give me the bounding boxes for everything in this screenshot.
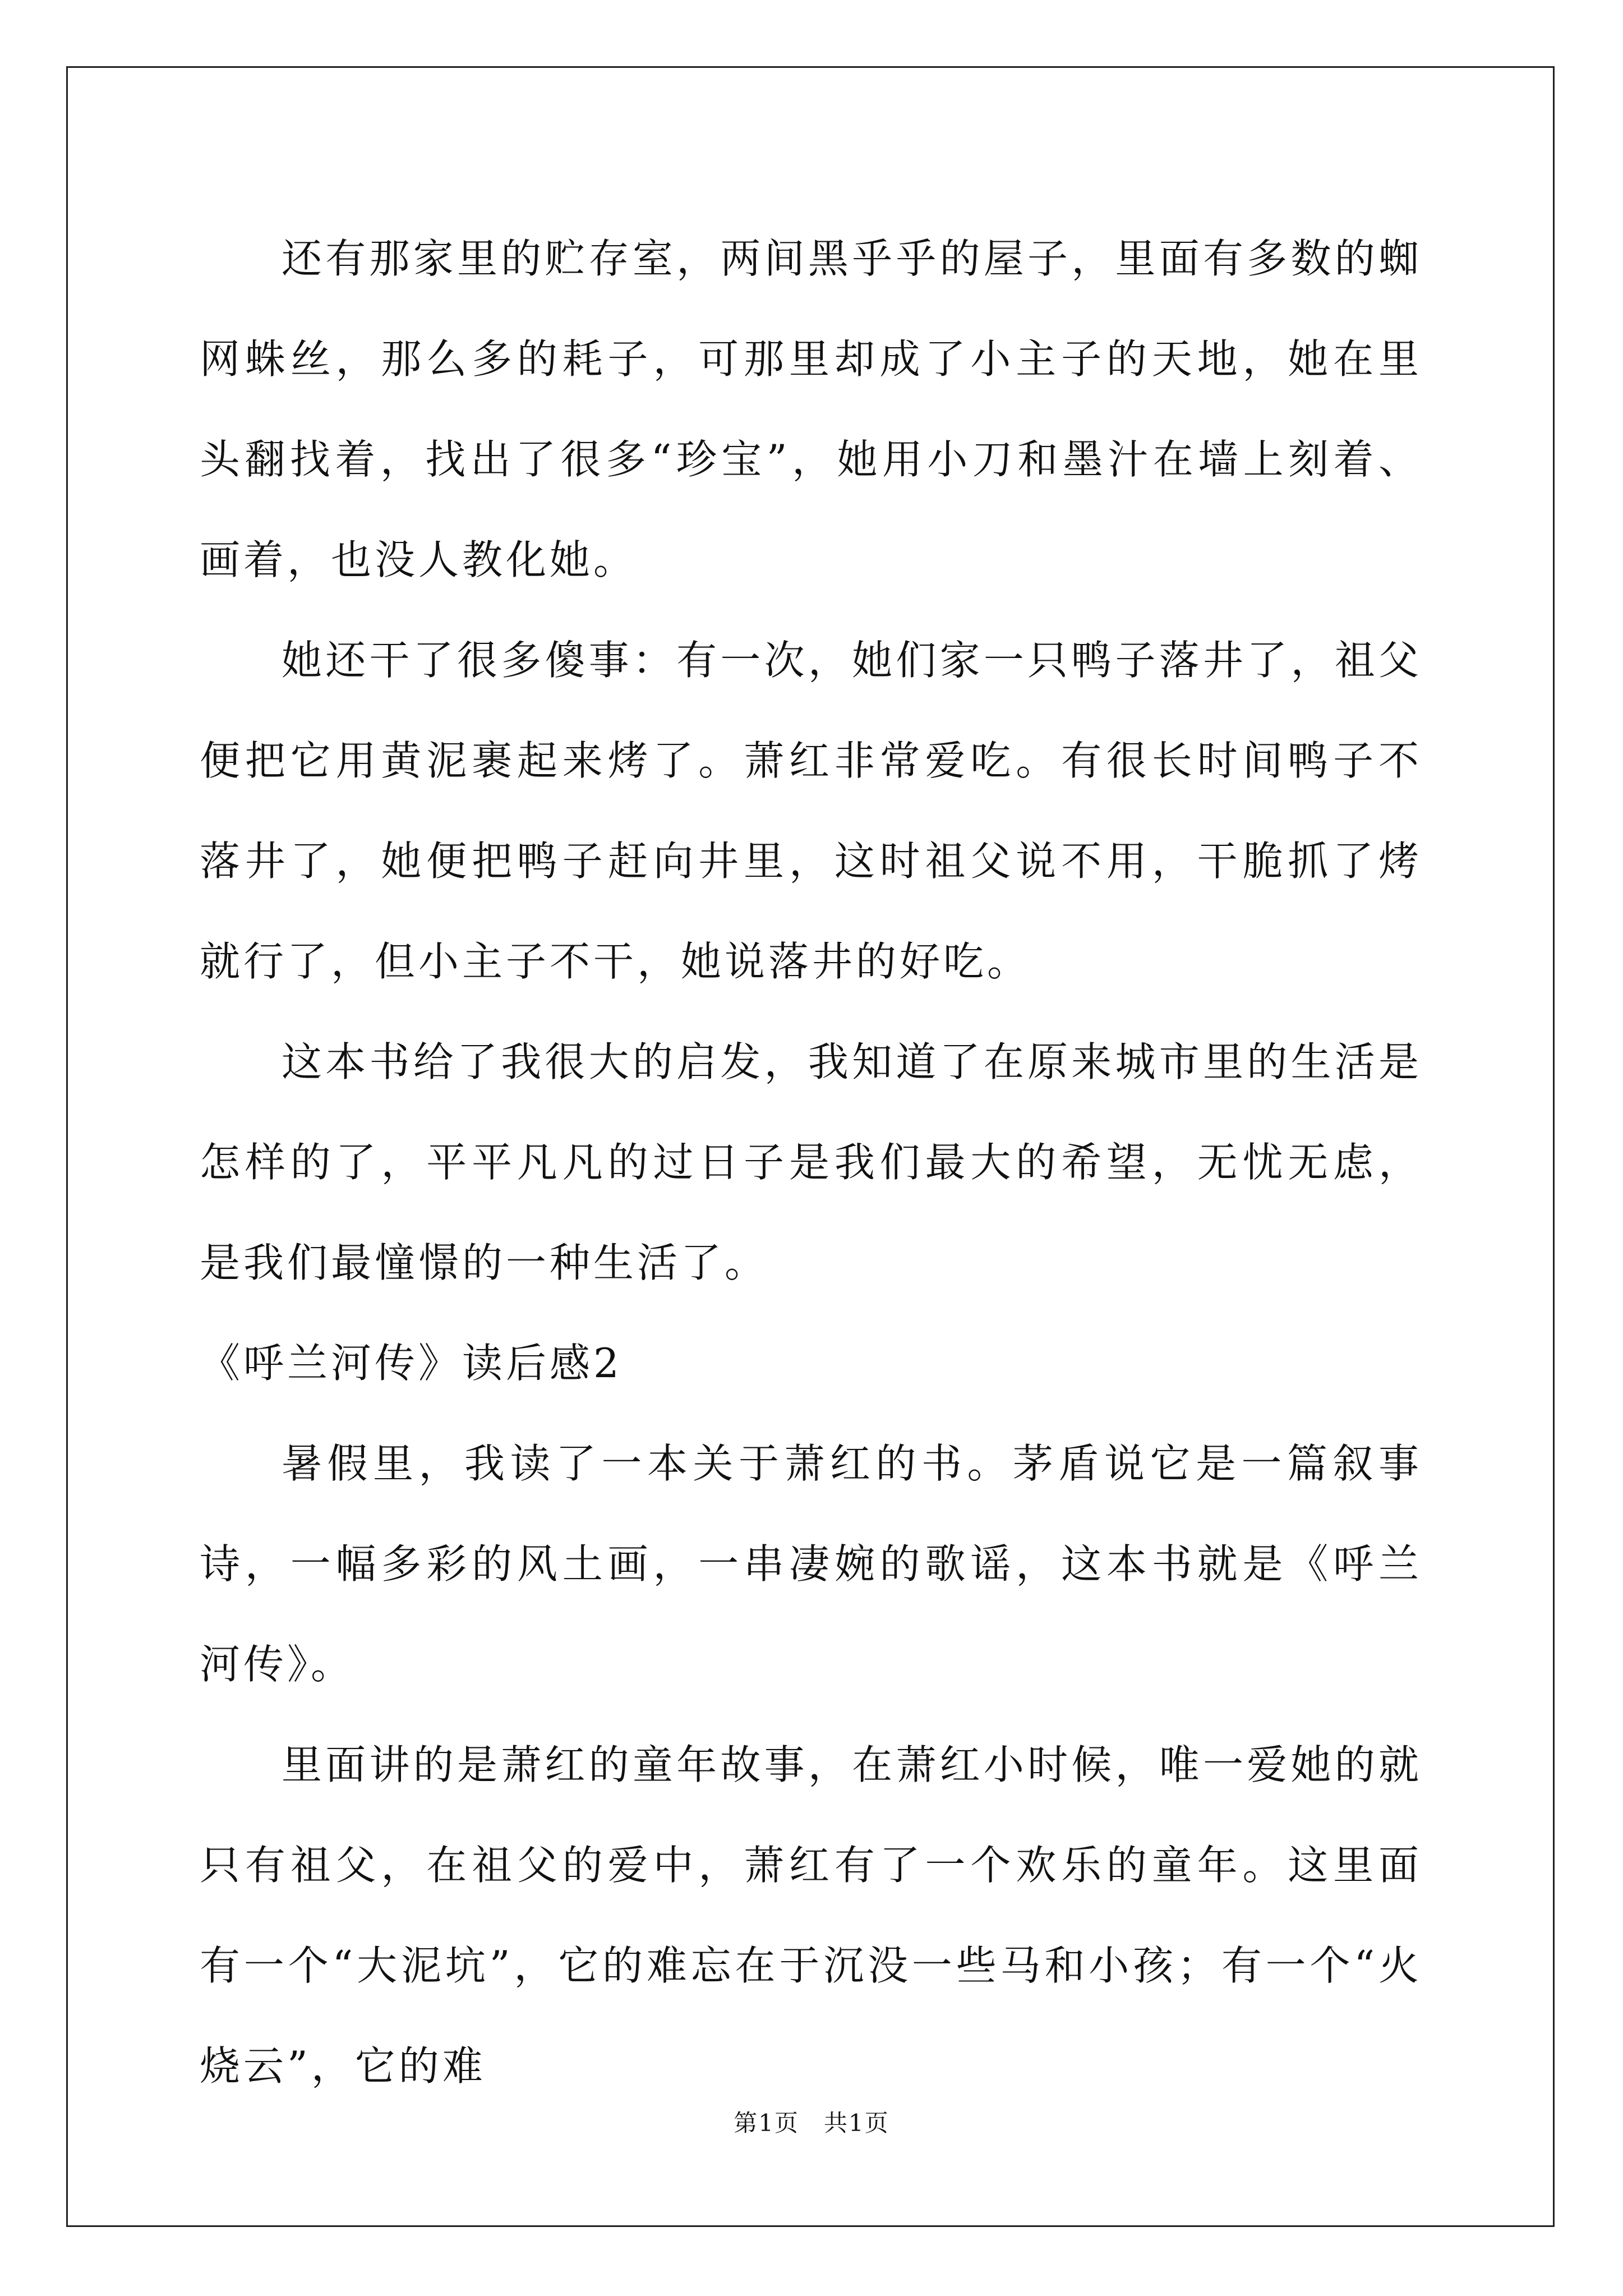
- paragraph-childhood: 里面讲的是萧红的童年故事，在萧红小时候，唯一爱她的就只有祖父，在祖父的爱中，萧红有了一个欢乐的童年。这里面有一个“大泥坑”，它的难忘在于沉没一些马和小孩；有一个“火烧云”，它的难: [200, 1741, 1422, 2090]
- document-body: [200, 209, 1422, 2116]
- section-heading: 《呼兰河传》读后感2: [200, 1340, 623, 1387]
- paragraph-inspiration: 这本书给了我很大的启发，我知道了在原来城市里的生活是怎样的了，平平凡凡的过日子是我们最大的希望，无忧无虑，是我们最憧憬的一种生活了。: [200, 1038, 1422, 1286]
- paragraph-storage-room: 还有那家里的贮存室，两间黑乎乎的屋子，里面有多数的蜘网蛛丝，那么多的耗子，可那里却成了小主子的天地，她在里头翻找着，找出了很多“珍宝”，她用小刀和墨汁在墙上刻着、画着，也没人教化她。: [200, 235, 1422, 583]
- paragraph-summer-reading: 暑假里，我读了一本关于萧红的书。茅盾说它是一篇叙事诗，一幅多彩的风土画，一串凄婉的歌谣，这本书就是《呼兰河传》。: [200, 1440, 1422, 1688]
- paragraph-duck-story: 她还干了很多傻事：有一次，她们家一只鸭子落井了，祖父便把它用黄泥裹起来烤了。萧红非常爱吃。有很长时间鸭子不落井了，她便把鸭子赶向井里，这时祖父说不用，干脆抓了烤就行了，但小主子不干，她说落井的好吃。: [200, 637, 1422, 985]
- page-footer: 第1页 共1页: [734, 2109, 889, 2137]
